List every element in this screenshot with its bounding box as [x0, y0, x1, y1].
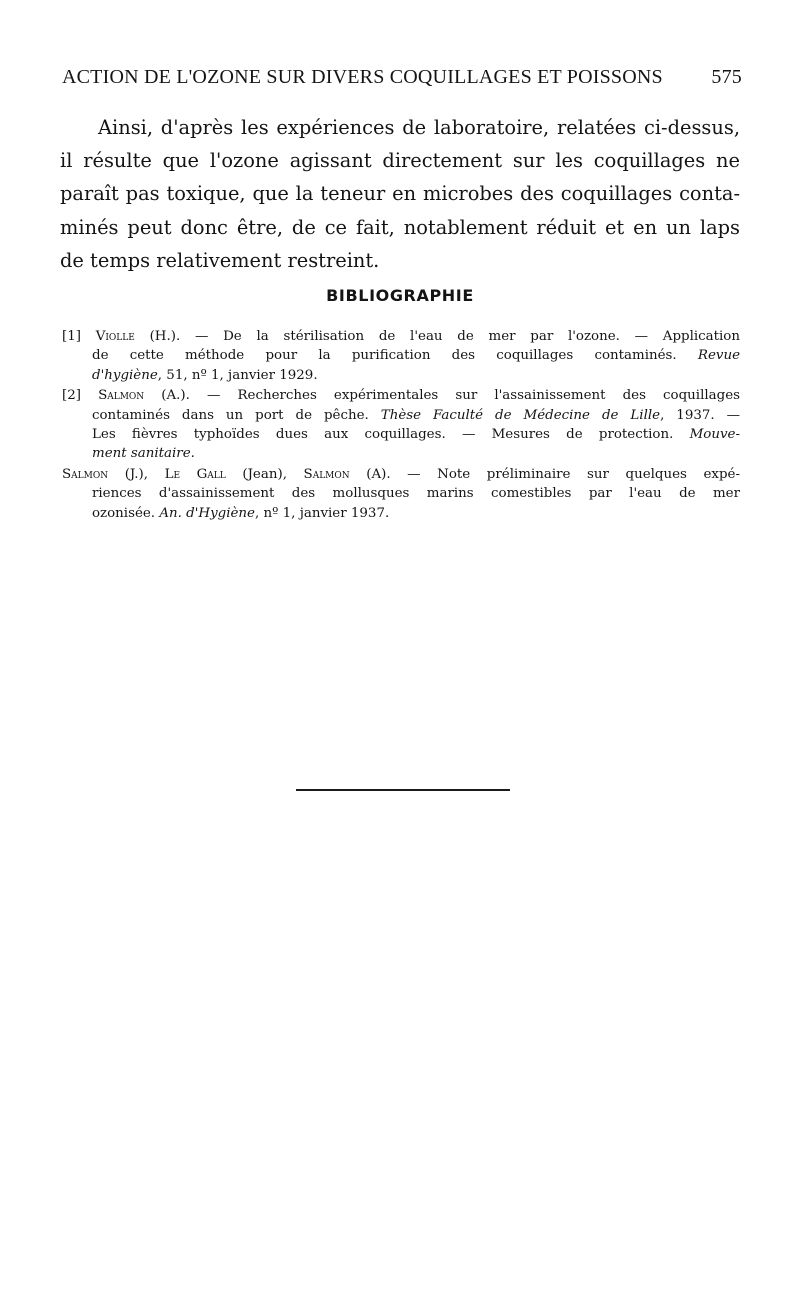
entry-text: de cette méthode pour la purification des coquillages contaminés.: [92, 348, 698, 364]
bibliography-entry: [62, 386, 740, 464]
bib-line: [62, 327, 740, 346]
bib-line: [92, 504, 740, 523]
body-line: il résulte que l'ozone agissant directement sur les coquillages ne: [60, 149, 740, 173]
entry-text: (H.). — De la stérilisation de l'eau de mer par l'ozone. — Application: [134, 329, 740, 344]
entry-journal: An. d'Hygiène: [159, 505, 255, 521]
running-head: [62, 66, 742, 94]
bib-line: [92, 425, 740, 444]
entry-author: Le Gall: [164, 466, 226, 482]
body-line: paraît pas toxique, que la teneur en microbes des coquillages conta-: [60, 182, 740, 206]
entry-author: Salmon: [98, 388, 145, 404]
entry-label: [1]: [62, 329, 81, 344]
entry-text: , 1937. —: [660, 407, 740, 423]
entry-text: contaminés dans un port de pêche.: [92, 407, 381, 423]
entry-text: riences d'assainissement des mollusques marins comestibles par l'eau de mer: [92, 486, 740, 502]
bib-line: [92, 366, 740, 385]
closing-rule: [296, 789, 510, 791]
entry-label: [2]: [62, 388, 81, 404]
bibliography-entry: [62, 465, 740, 523]
page-number: 575: [711, 66, 742, 88]
bibliography-list: [62, 327, 740, 524]
body-line: Ainsi, d'après les expériences de laboratoire, relatées ci-dessus,: [98, 116, 740, 139]
entry-text: (A.). — Recherches expérimentales sur l'assainissement des coquillages: [144, 388, 740, 404]
entry-text: ozonisée.: [92, 505, 160, 521]
entry-text: (A). — Note préliminaire sur quelques expé-: [349, 466, 740, 482]
entry-text: (J.),: [108, 466, 165, 482]
entry-journal: Mouve-: [689, 427, 740, 443]
running-title: ACTION DE L'OZONE SUR DIVERS COQUILLAGES ET POISSONS: [62, 66, 663, 88]
bib-line: [92, 444, 740, 463]
entry-journal: Revue: [697, 348, 740, 364]
entry-text: , nº 1, janvier 1937.: [254, 505, 390, 521]
entry-author: Salmon: [303, 466, 350, 482]
bib-line: [92, 406, 740, 425]
bibliography-entry: [62, 327, 740, 385]
entry-author: Violle: [95, 329, 135, 344]
body-line: de temps relativement restreint.: [60, 248, 380, 272]
entry-thesis: Thèse Faculté de Médecine de Lille: [380, 407, 661, 423]
bib-line: [92, 484, 740, 503]
entry-text: Les fièvres typhoïdes dues aux coquillages. — Mesures de protection.: [92, 427, 690, 443]
entry-text: , 51, nº 1, janvier 1929.: [157, 367, 318, 383]
entry-journal: d'hygiène: [92, 367, 158, 383]
body-paragraph: [60, 111, 740, 277]
bib-line: [62, 465, 740, 484]
bibliography-heading: BIBLIOGRAPHIE: [326, 286, 474, 305]
body-line: minés peut donc être, de ce fait, notablement réduit et en un laps: [60, 215, 740, 239]
entry-author: Salmon: [62, 466, 109, 482]
entry-journal: ment sanitaire.: [92, 446, 195, 462]
bib-line: [62, 386, 740, 405]
bib-line: [92, 346, 740, 365]
entry-text: (Jean),: [225, 466, 304, 482]
